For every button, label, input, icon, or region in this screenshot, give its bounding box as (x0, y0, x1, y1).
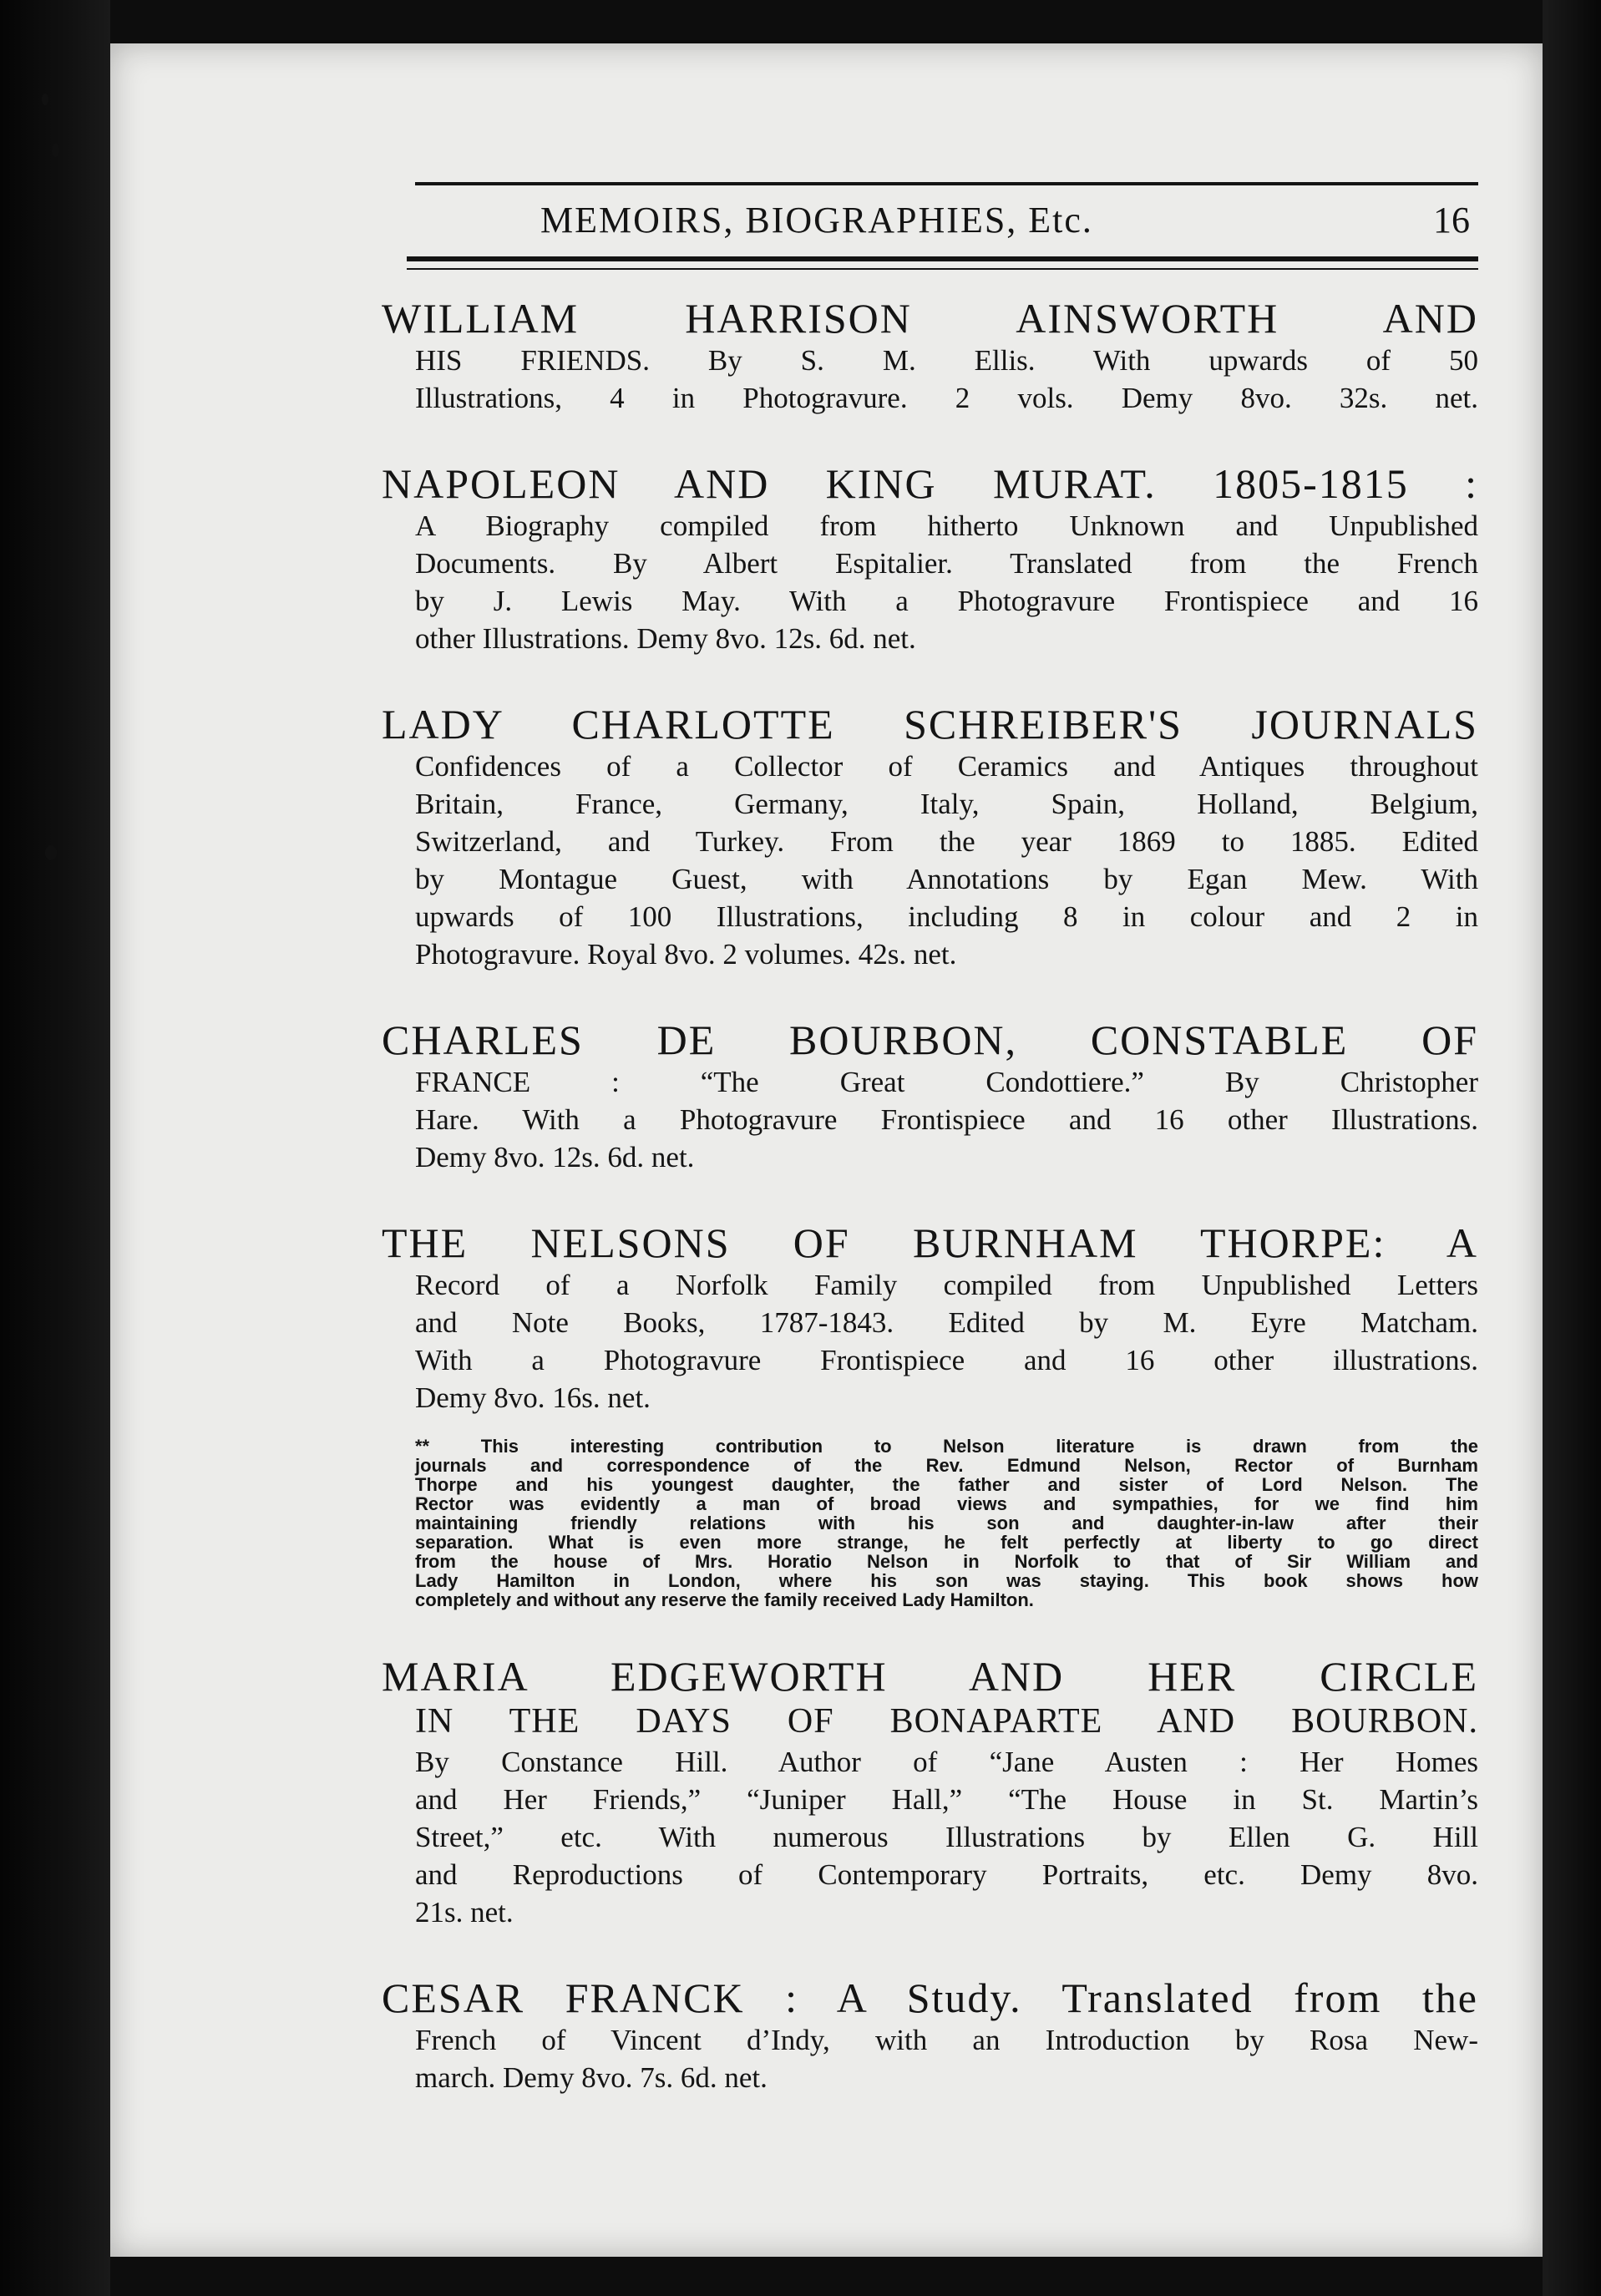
note-line: Thorpe and his youngest daughter, the father and sister of Lord Nelson. The (415, 1474, 1478, 1495)
note-line: maintaining friendly relations with his son and daughter-in-law after their (415, 1513, 1478, 1533)
entry-description (415, 1700, 1478, 1931)
entry-line: Confidences of a Collector of Ceramics and Antiques throughout (415, 750, 1478, 783)
catalogue-entry-schreiber (382, 701, 1478, 973)
entry-description (415, 1063, 1478, 1176)
entry-line: other Illustrations. Demy 8vo. 12s. 6d. net. (415, 622, 916, 655)
note-line: separation. What is even more strange, he felt perfectly at liberty to go direct (415, 1532, 1478, 1553)
entry-title: WILLIAM HARRISON AINSWORTH AND (382, 295, 1478, 342)
entry-line: With a Photogravure Frontispiece and 16 other illustrations. (415, 1344, 1478, 1376)
note-line: journals and correspondence of the Rev. Edmund Nelson, Rector of Burnham (415, 1455, 1478, 1476)
entry-line: Switzerland, and Turkey. From the year 1869 to 1885. Edited (415, 825, 1478, 858)
catalogue-entries (382, 295, 1478, 2096)
entry-line: and Her Friends,” “Juniper Hall,” “The House in St. Martin’s (415, 1783, 1478, 1816)
entry-description (415, 507, 1478, 657)
scan-left-edge (0, 0, 110, 2296)
page-number: 16 (1433, 200, 1470, 241)
catalogue-entry-bourbon (382, 1016, 1478, 1176)
entry-line: Record of a Norfolk Family compiled from Unpublished Letters (415, 1269, 1478, 1301)
catalogue-entry-franck (382, 1974, 1478, 2096)
entry-line: and Reproductions of Contemporary Portraits, etc. Demy 8vo. (415, 1858, 1478, 1891)
note-line: Lady Hamilton in London, where his son was staying. This book shows how (415, 1570, 1478, 1591)
header-rule-bottom (407, 256, 1478, 261)
entry-description (415, 342, 1478, 417)
entry-line: By Constance Hill. Author of “Jane Austen : Her Homes (415, 1746, 1478, 1778)
entry-line: Street,” etc. With numerous Illustrations by Ellen G. Hill (415, 1821, 1478, 1853)
entry-line: Documents. By Albert Espitalier. Translated from the French (415, 547, 1478, 580)
running-title: MEMOIRS, BIOGRAPHIES, Etc. (540, 200, 1093, 241)
running-header (415, 182, 1478, 261)
entry-line: FRANCE : “The Great Condottiere.” By Christopher (415, 1066, 1478, 1098)
catalogue-entry-edgeworth (382, 1653, 1478, 1931)
header-rule-top (415, 182, 1478, 185)
page-content (382, 182, 1478, 2140)
entry-subtitle: IN THE DAYS OF BONAPARTE AND BOURBON. (415, 1702, 1478, 1741)
entry-title: NAPOLEON AND KING MURAT. 1805-1815 : (382, 460, 1478, 507)
entry-description (415, 2021, 1478, 2096)
entry-title: CHARLES DE BOURBON, CONSTABLE OF (382, 1016, 1478, 1063)
book-page (110, 43, 1543, 2257)
entry-description (415, 748, 1478, 973)
catalogue-entry-napoleon (382, 460, 1478, 657)
entry-line: French of Vincent d’Indy, with an Introduction by Rosa New- (415, 2024, 1478, 2056)
note-line: *⁢* This interesting contribution to Nelson literature is drawn from the (415, 1436, 1478, 1457)
note-line: Rector was evidently a man of broad views and sympathies, for we find him (415, 1493, 1478, 1514)
entry-title: CESAR FRANCK : A Study. Translated from the (382, 1974, 1478, 2021)
scan-right-edge (1543, 0, 1601, 2296)
entry-title: LADY CHARLOTTE SCHREIBER'S JOURNALS (382, 701, 1478, 748)
entry-line: upwards of 100 Illustrations, including 8 in colour and 2 in (415, 900, 1478, 933)
note-line: from the house of Mrs. Horatio Nelson in Norfolk to that of Sir William and (415, 1551, 1478, 1572)
entry-line: march. Demy 8vo. 7s. 6d. net. (415, 2061, 768, 2094)
entry-line: and Note Books, 1787-1843. Edited by M. Eyre Matcham. (415, 1306, 1478, 1339)
entry-line: Illustrations, 4 in Photogravure. 2 vols. Demy 8vo. 32s. net. (415, 382, 1478, 414)
entry-line: by J. Lewis May. With a Photogravure Frontispiece and 16 (415, 585, 1478, 617)
editorial-note (415, 1437, 1478, 1609)
scan-speck (52, 144, 59, 157)
catalogue-entry-ainsworth (382, 295, 1478, 417)
entry-line: Demy 8vo. 12s. 6d. net. (415, 1141, 695, 1173)
entry-title: MARIA EDGEWORTH AND HER CIRCLE (382, 1653, 1478, 1700)
entry-line: 21s. net. (415, 1896, 514, 1929)
scan-speck (45, 845, 57, 860)
note-line: completely and without any reserve the family received Lady Hamilton. (415, 1589, 1034, 1610)
entry-line: Hare. With a Photogravure Frontispiece and 16 other Illustrations. (415, 1103, 1478, 1136)
entry-line: HIS FRIENDS. By S. M. Ellis. With upwards of 50 (415, 344, 1478, 377)
entry-line: Demy 8vo. 16s. net. (415, 1381, 651, 1414)
scan-speck (42, 94, 48, 105)
entry-title: THE NELSONS OF BURNHAM THORPE: A (382, 1219, 1478, 1266)
entry-line: A Biography compiled from hitherto Unknown and Unpublished (415, 509, 1478, 542)
entry-description (415, 1266, 1478, 1417)
catalogue-entry-nelsons (382, 1219, 1478, 1610)
entry-line: Britain, France, Germany, Italy, Spain, Holland, Belgium, (415, 788, 1478, 820)
entry-line: Photogravure. Royal 8vo. 2 volumes. 42s. net. (415, 938, 957, 971)
header-rule-bottom-thin (407, 268, 1478, 270)
entry-line: by Montague Guest, with Annotations by Egan Mew. With (415, 863, 1478, 895)
